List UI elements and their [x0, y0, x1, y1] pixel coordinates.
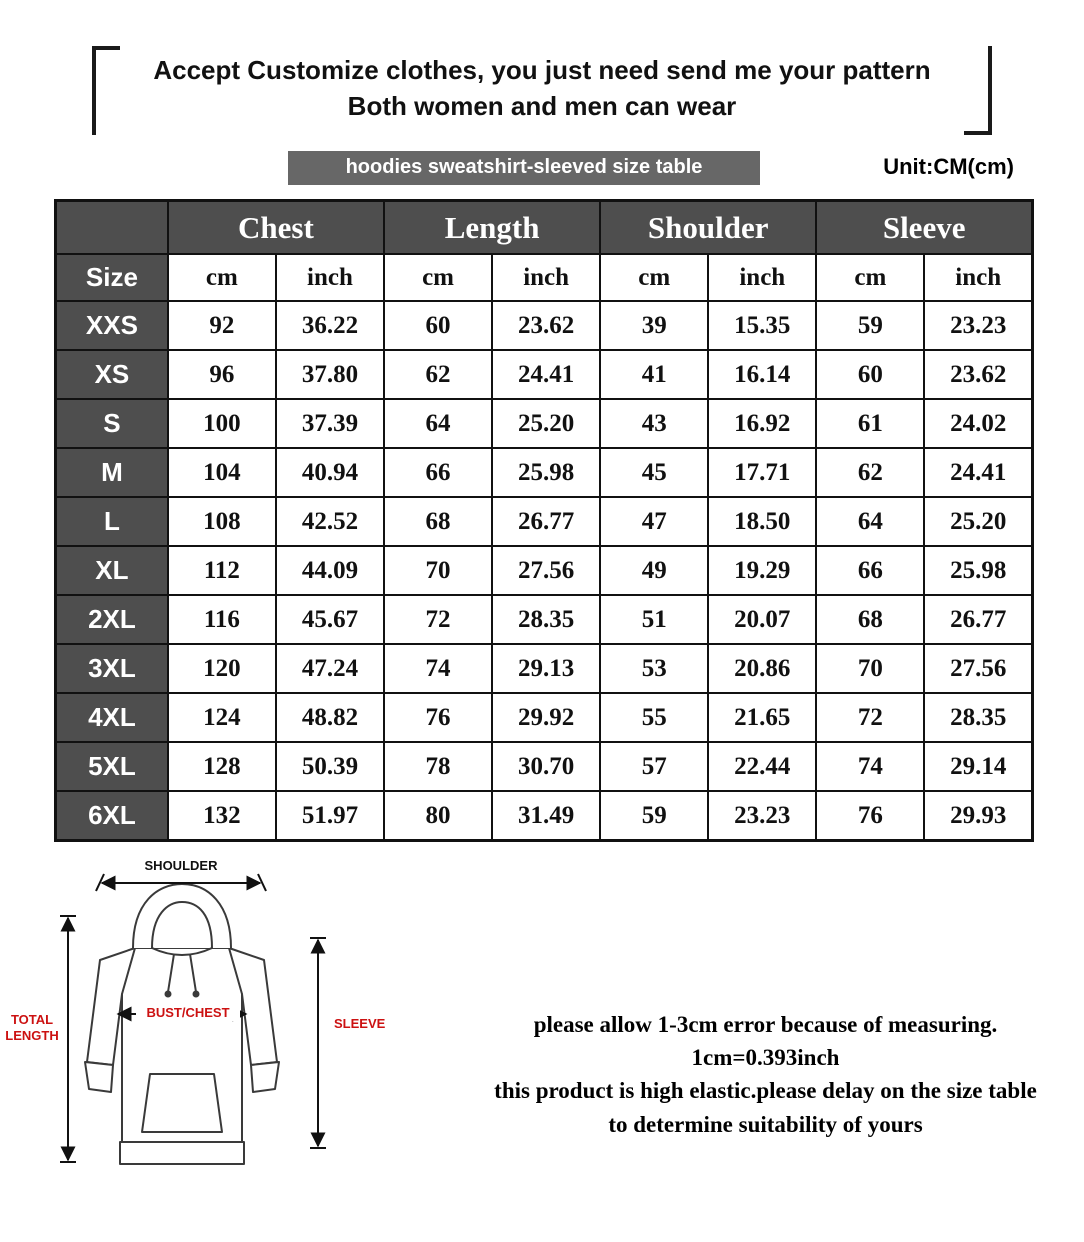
measure-value-cell: 16.14 — [708, 350, 816, 399]
measure-value-cell: 72 — [816, 693, 924, 742]
measure-value-cell: 22.44 — [708, 742, 816, 791]
measure-value-cell: 72 — [384, 595, 492, 644]
unit-header-cell: cm — [816, 254, 924, 301]
measure-value-cell: 45 — [600, 448, 708, 497]
measure-value-cell: 20.07 — [708, 595, 816, 644]
size-table-body — [56, 301, 1033, 840]
unit-header-cell: cm — [168, 254, 276, 301]
measure-value-cell: 31.49 — [492, 791, 600, 840]
measure-value-cell: 112 — [168, 546, 276, 595]
unit-header-cell: inch — [492, 254, 600, 301]
measure-value-cell: 68 — [816, 595, 924, 644]
unit-header-cell: inch — [708, 254, 816, 301]
group-header-sleeve: Sleeve — [816, 200, 1032, 254]
bust-label: BUST/CHEST — [146, 1004, 230, 1020]
measure-value-cell: 104 — [168, 448, 276, 497]
measure-value-cell: 96 — [168, 350, 276, 399]
measure-value-cell: 53 — [600, 644, 708, 693]
measure-value-cell: 21.65 — [708, 693, 816, 742]
measure-value-cell: 29.13 — [492, 644, 600, 693]
measure-value-cell: 19.29 — [708, 546, 816, 595]
title-line-1: Accept Customize clothes, you just need send me your pattern — [153, 55, 931, 85]
right-cuff — [251, 1062, 279, 1092]
measure-value-cell: 60 — [816, 350, 924, 399]
unit-header-cell: cm — [600, 254, 708, 301]
note-line-3: this product is high elastic.please delay on the size table — [494, 1078, 1037, 1104]
measure-value-cell: 48.82 — [276, 693, 384, 742]
measure-value-cell: 59 — [600, 791, 708, 840]
measure-value-cell: 57 — [600, 742, 708, 791]
measure-value-cell: 68 — [384, 497, 492, 546]
size-label-cell: 6XL — [56, 791, 168, 840]
left-cuff — [85, 1062, 113, 1092]
measure-value-cell: 132 — [168, 791, 276, 840]
measure-value-cell: 27.56 — [492, 546, 600, 595]
size-label-cell: L — [56, 497, 168, 546]
table-row — [56, 595, 1033, 644]
measure-value-cell: 23.62 — [492, 301, 600, 350]
size-label-cell: XS — [56, 350, 168, 399]
total-length-label-1: TOTAL — [10, 1011, 54, 1027]
measure-value-cell: 25.98 — [492, 448, 600, 497]
measure-value-cell: 25.98 — [924, 546, 1032, 595]
note-line-1: please allow 1-3cm error because of measuring. — [533, 1011, 998, 1037]
unit-header-cell: cm — [384, 254, 492, 301]
measure-value-cell: 37.80 — [276, 350, 384, 399]
measure-value-cell: 28.35 — [924, 693, 1032, 742]
measure-value-cell: 25.20 — [924, 497, 1032, 546]
measure-value-cell: 64 — [384, 399, 492, 448]
measure-value-cell: 92 — [168, 301, 276, 350]
measure-value-cell: 43 — [600, 399, 708, 448]
note-line-2: 1cm=0.393inch — [691, 1045, 840, 1071]
group-header-shoulder: Shoulder — [600, 200, 816, 254]
measure-value-cell: 24.41 — [492, 350, 600, 399]
measure-value-cell: 24.02 — [924, 399, 1032, 448]
size-label-cell: XL — [56, 546, 168, 595]
measure-value-cell: 62 — [384, 350, 492, 399]
measure-value-cell: 61 — [816, 399, 924, 448]
group-header-length: Length — [384, 200, 600, 254]
table-row — [56, 644, 1033, 693]
table-row — [56, 693, 1033, 742]
measure-value-cell: 47 — [600, 497, 708, 546]
measure-value-cell: 36.22 — [276, 301, 384, 350]
unit-header-cell: inch — [276, 254, 384, 301]
measure-value-cell: 116 — [168, 595, 276, 644]
measure-value-cell: 66 — [384, 448, 492, 497]
measure-value-cell: 64 — [816, 497, 924, 546]
group-header-chest: Chest — [168, 200, 384, 254]
table-row — [56, 791, 1033, 840]
size-label-cell: 2XL — [56, 595, 168, 644]
measure-value-cell: 42.52 — [276, 497, 384, 546]
size-table — [54, 199, 1034, 842]
unit-label: Unit:CM(cm) — [883, 153, 1014, 179]
size-header-cell: Size — [56, 254, 168, 301]
table-row — [56, 399, 1033, 448]
measure-value-cell: 108 — [168, 497, 276, 546]
size-label-cell: XXS — [56, 301, 168, 350]
kangaroo-pocket — [142, 1074, 222, 1132]
title-line-2: Both women and men can wear — [347, 91, 737, 122]
size-label-cell: S — [56, 399, 168, 448]
measure-value-cell: 51 — [600, 595, 708, 644]
measure-value-cell: 51.97 — [276, 791, 384, 840]
measure-value-cell: 76 — [384, 693, 492, 742]
measure-value-cell: 74 — [384, 644, 492, 693]
measure-value-cell: 49 — [600, 546, 708, 595]
measure-value-cell: 124 — [168, 693, 276, 742]
measure-value-cell: 40.94 — [276, 448, 384, 497]
sleeve-arrow — [310, 938, 326, 1148]
measure-value-cell: 70 — [384, 546, 492, 595]
measure-value-cell: 37.39 — [276, 399, 384, 448]
measure-value-cell: 15.35 — [708, 301, 816, 350]
corner-cell — [56, 200, 168, 254]
measure-value-cell: 20.86 — [708, 644, 816, 693]
size-chart-page — [0, 46, 1084, 1191]
measure-value-cell: 29.92 — [492, 693, 600, 742]
total-length-arrow — [60, 916, 76, 1162]
title-box — [92, 46, 992, 135]
table-row — [56, 350, 1033, 399]
hoodie-drawing — [85, 884, 279, 1164]
measure-value-cell: 29.93 — [924, 791, 1032, 840]
table-title-banner: hoodies sweatshirt-sleeved size table — [288, 151, 760, 185]
measure-value-cell: 24.41 — [924, 448, 1032, 497]
table-row — [56, 546, 1033, 595]
measure-value-cell: 26.77 — [924, 595, 1032, 644]
measure-value-cell: 30.70 — [492, 742, 600, 791]
measure-value-cell: 16.92 — [708, 399, 816, 448]
measure-value-cell: 45.67 — [276, 595, 384, 644]
measure-value-cell: 60 — [384, 301, 492, 350]
shoulder-label: SHOULDER — [144, 857, 218, 873]
size-label-cell: 5XL — [56, 742, 168, 791]
measure-value-cell: 29.14 — [924, 742, 1032, 791]
sleeve-label: SLEEVE — [334, 1015, 386, 1031]
measure-value-cell: 23.23 — [924, 301, 1032, 350]
measure-value-cell: 80 — [384, 791, 492, 840]
measure-value-cell: 23.62 — [924, 350, 1032, 399]
measure-value-cell: 55 — [600, 693, 708, 742]
hoodie-diagram — [0, 856, 455, 1191]
sub-header-row — [56, 254, 1033, 301]
measure-value-cell: 100 — [168, 399, 276, 448]
measure-value-cell: 39 — [600, 301, 708, 350]
measure-value-cell: 120 — [168, 644, 276, 693]
measure-value-cell: 41 — [600, 350, 708, 399]
measure-value-cell: 78 — [384, 742, 492, 791]
measure-value-cell: 17.71 — [708, 448, 816, 497]
note-line-4: to determine suitability of yours — [608, 1111, 923, 1137]
measure-value-cell: 26.77 — [492, 497, 600, 546]
measure-value-cell: 128 — [168, 742, 276, 791]
measure-value-cell: 23.23 — [708, 791, 816, 840]
measure-value-cell: 27.56 — [924, 644, 1032, 693]
measure-value-cell: 44.09 — [276, 546, 384, 595]
banner-row — [0, 151, 1084, 187]
total-length-label-2: LENGTH — [5, 1027, 59, 1043]
table-row — [56, 742, 1033, 791]
measuring-notes — [455, 856, 1084, 1191]
measure-value-cell: 28.35 — [492, 595, 600, 644]
measure-value-cell: 70 — [816, 644, 924, 693]
measure-value-cell: 76 — [816, 791, 924, 840]
measure-value-cell: 47.24 — [276, 644, 384, 693]
size-label-cell: 4XL — [56, 693, 168, 742]
measure-value-cell: 74 — [816, 742, 924, 791]
table-row — [56, 301, 1033, 350]
hoodie-measurement-svg — [0, 856, 455, 1191]
table-row — [56, 448, 1033, 497]
hem-band — [120, 1142, 244, 1164]
size-label-cell: M — [56, 448, 168, 497]
measure-value-cell: 66 — [816, 546, 924, 595]
measure-value-cell: 62 — [816, 448, 924, 497]
table-row — [56, 497, 1033, 546]
measure-value-cell: 18.50 — [708, 497, 816, 546]
unit-header-cell: inch — [924, 254, 1032, 301]
bottom-section — [0, 856, 1084, 1191]
measure-value-cell: 59 — [816, 301, 924, 350]
measure-value-cell: 50.39 — [276, 742, 384, 791]
measure-value-cell: 25.20 — [492, 399, 600, 448]
size-label-cell: 3XL — [56, 644, 168, 693]
group-header-row — [56, 200, 1033, 254]
